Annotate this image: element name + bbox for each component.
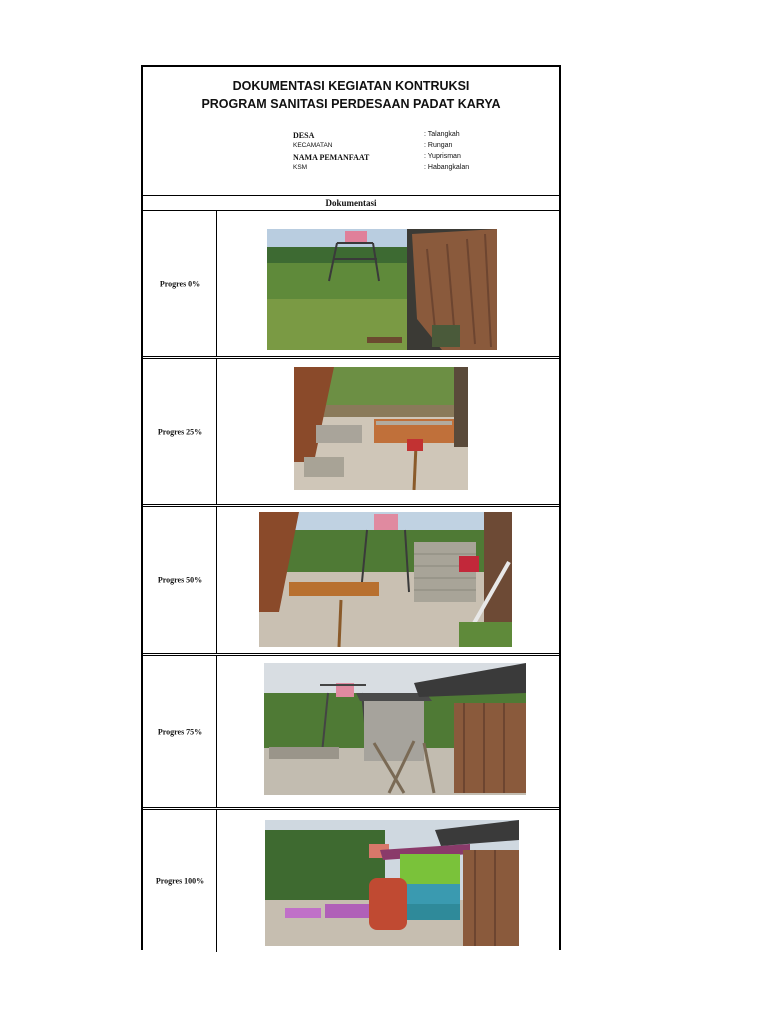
info-label: KSM bbox=[293, 164, 308, 171]
progress-row-100 bbox=[143, 810, 559, 952]
progress-label: Progres 75% bbox=[157, 727, 203, 736]
document-subtitle: PROGRAM SANITASI PERDESAAN PADAT KARYA bbox=[201, 97, 501, 111]
progress-photo bbox=[267, 229, 497, 350]
info-label: DESA bbox=[293, 131, 315, 140]
progress-photo bbox=[265, 820, 519, 946]
section-header: Dokumentasi bbox=[143, 196, 559, 211]
info-label: KECAMATAN bbox=[293, 142, 333, 149]
info-value: : Habangkalan bbox=[424, 164, 470, 171]
progress-photo bbox=[264, 663, 526, 795]
progress-photo bbox=[259, 512, 512, 647]
progress-row-75 bbox=[143, 656, 559, 807]
info-row-ksm bbox=[293, 164, 553, 175]
info-row-desa bbox=[293, 131, 553, 142]
info-label: NAMA PEMANFAAT bbox=[293, 153, 370, 162]
progress-row-25 bbox=[143, 359, 559, 505]
progress-photo bbox=[294, 367, 468, 490]
info-row-kecamatan bbox=[293, 142, 553, 153]
progress-label: Progres 0% bbox=[159, 279, 201, 289]
info-value: : Talangkah bbox=[424, 131, 460, 138]
document-header bbox=[143, 67, 559, 196]
progress-row-50 bbox=[143, 507, 559, 653]
document-title: DOKUMENTASI KEGIATAN KONTRUKSI bbox=[232, 79, 470, 93]
progress-label: Progres 25% bbox=[157, 427, 203, 437]
progress-label: Progres 50% bbox=[157, 575, 203, 585]
info-value: : Rungan bbox=[424, 142, 453, 149]
info-row-nama-pemanfaat bbox=[293, 153, 553, 164]
documentation-sheet bbox=[141, 65, 561, 950]
info-block bbox=[293, 131, 553, 175]
progress-label: Progres 100% bbox=[155, 876, 205, 886]
progress-row-0 bbox=[143, 211, 559, 357]
info-value: : Yuprisman bbox=[424, 153, 461, 160]
